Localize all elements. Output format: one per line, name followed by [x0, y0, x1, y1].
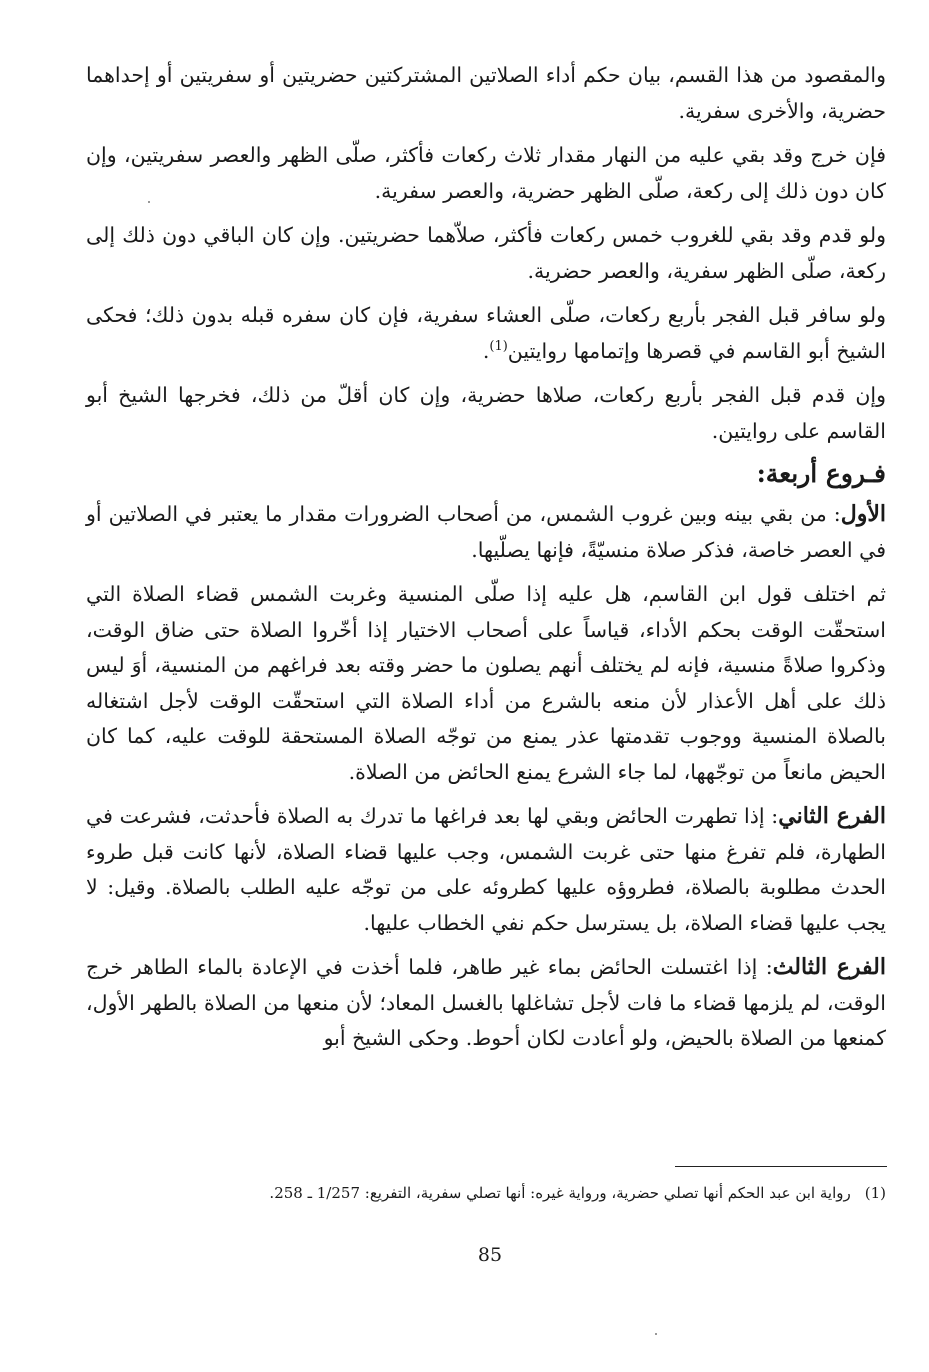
branch-first-lead: الأول — [840, 501, 886, 527]
page-body — [86, 58, 886, 1057]
scan-speck — [655, 1333, 657, 1335]
branch-second-lead: الفرع الثاني — [778, 803, 886, 829]
paragraph-intro: والمقصود من هذا القسم، بيان حكم أداء الصلاتين المشتركتين حضريتين أو سفريتين أو إحداهما حضرية، والأخرى سفرية. — [86, 63, 886, 123]
branch-third-lead: الفرع الثالث — [772, 954, 886, 980]
paragraph-travel-before-dawn: ولو سافر قبل الفجر بأربع ركعات، صلّى العشاء سفرية، فإن كان سفره قبله بدون ذلك؛ فحكى الشيخ أبو القاسم في قصرها وإتمامها روايتين$^{(1)}$. — [86, 303, 886, 363]
paragraph-travel-before-dawn-text: ولو سافر قبل الفجر بأربع ركعات، صلّى العشاء سفرية، فإن كان سفره قبله بدون ذلك؛ فحكى الشيخ أبو القاسم في قصرها وإتمامها روايتين — [86, 303, 886, 363]
paragraph-arrival-before-dawn: وإن قدم قبل الفجر بأربع ركعات، صلاها حضرية، وإن كان أقلّ من ذلك، فخرجها الشيخ أبو القاسم على روايتين. — [86, 383, 886, 443]
branch-second: الفرع الثاني: إذا تطهرت الحائض وبقي لها بعد فراغها ما تدرك به الصلاة فأحدثت، فشرعت في الطهارة، فلم تفرغ منها حتى غربت الشمس، وجب عليها قضاء الصلاة، لأنها كانت قبل طروء الحدث مطلوبة بالصلاة، فطروؤه عليها كطروئه على من توجّه عليه الطلب بالصلاة. وقيل: لا يجب عليها قضاء الصلاة، بل يسترسل حكم نفي الخطاب عليها. — [86, 803, 886, 935]
footnote-divider — [675, 1166, 887, 1167]
page-number: 85 — [477, 1244, 503, 1266]
footnote — [86, 1181, 886, 1205]
branch-second-text: إذا تطهرت الحائض وبقي لها بعد فراغها ما تدرك به الصلاة فأحدثت، فشرعت في الطهارة، فلم تفرغ منها حتى غربت الشمس، وجب عليها قضاء الصلاة، لأنها كانت قبل طروء الحدث مطلوبة بالصلاة، فطروؤه عليها كطروئه على من توجّه عليه الطلب بالصلاة. وقيل: لا يجب عليها قضاء الصلاة، بل يسترسل حكم نفي الخطاب عليها. — [86, 804, 886, 935]
section-heading: فـروع أربعة: — [756, 459, 886, 488]
branch-first: الأول: من بقي بينه وبين غروب الشمس، من أصحاب الضرورات مقدار ما يعتبر في الصلاتين أو في العصر خاصة، فذكر صلاة منسيّةً، فإنها يصلّيها. — [86, 501, 886, 562]
footnote-marker: (1) — [864, 1184, 886, 1202]
branch-third: الفرع الثالث: إذا اغتسلت الحائض بماء غير طاهر، فلما أخذت في الإعادة بالماء الطاهر خرج الوقت، لم يلزمها قضاء ما فات لأجل تشاغلها بالغسل المعاد؛ لأن منعها من الصلاة بالطهر الأول، كمنعها من الصلاة بالحيض، ولو أعادت لكان أحوط. وحكى الشيخ أبو — [86, 954, 886, 1050]
branch-first-discussion: ثم اختلف قول ابن القاسم، هل عليه إذا صلّى المنسية وغربت الشمس قضاء الصلاة التي استحقّت الوقت بحكم الأداء، قياساً على أصحاب الاختيار إذا أخّروا الصلاة حتى ضاق الوقت، وذكروا صلاةً منسية، فإنه لم يختلف أنهم يصلون ما حضر وقته بعد فراغهم من المنسية، أوَ ليس ذلك على أهل الأعذار لأن منعه بالشرع من أداء الصلاة التي استحقّت الوقت لأجل اشتغاله بالصلاة المنسية ووجوب تقدمتها عذر يمنع من توجّه الصلاة المستحقة للوقت عليه، كما كان الحيض مانعاً من توجّهها، لما جاء الشرع يمنع الحائض من الصلاة. — [86, 582, 886, 784]
footnote-reference: (1) — [489, 338, 508, 354]
paragraph-arrival-ruling: ولو قدم وقد بقي للغروب خمس ركعات فأكثر، صلاّهما حضريتين. وإن كان الباقي دون ذلك إلى ركعة، صلّى الظهر سفرية، والعصر حضرية. — [86, 223, 886, 283]
branch-third-text: إذا اغتسلت الحائض بماء غير طاهر، فلما أخذت في الإعادة بالماء الطاهر خرج الوقت، لم يلزمها قضاء ما فات لأجل تشاغلها بالغسل المعاد؛ لأن منعها من الصلاة بالطهر الأول، كمنعها من الصلاة بالحيض، ولو أعادت لكان أحوط. وحكى الشيخ أبو — [86, 955, 886, 1050]
scan-speck — [148, 201, 150, 203]
branch-first-text: من بقي بينه وبين غروب الشمس، من أصحاب الضرورات مقدار ما يعتبر في الصلاتين أو في العصر خاصة، فذكر صلاة منسيّةً، فإنها يصلّيها. — [86, 502, 886, 562]
footnote-text: رواية ابن عبد الحكم أنها تصلي حضرية، ورواية غيره: أنها تصلي سفرية، التفريع: 1/257 ـ 258. — [269, 1184, 851, 1202]
scan-speck — [659, 606, 661, 608]
paragraph-departure-ruling: فإن خرج وقد بقي عليه من النهار مقدار ثلاث ركعات فأكثر، صلّى الظهر والعصر سفريتين، وإن كان دون ذلك إلى ركعة، صلّى الظهر حضرية، والعصر سفرية. — [86, 143, 886, 203]
